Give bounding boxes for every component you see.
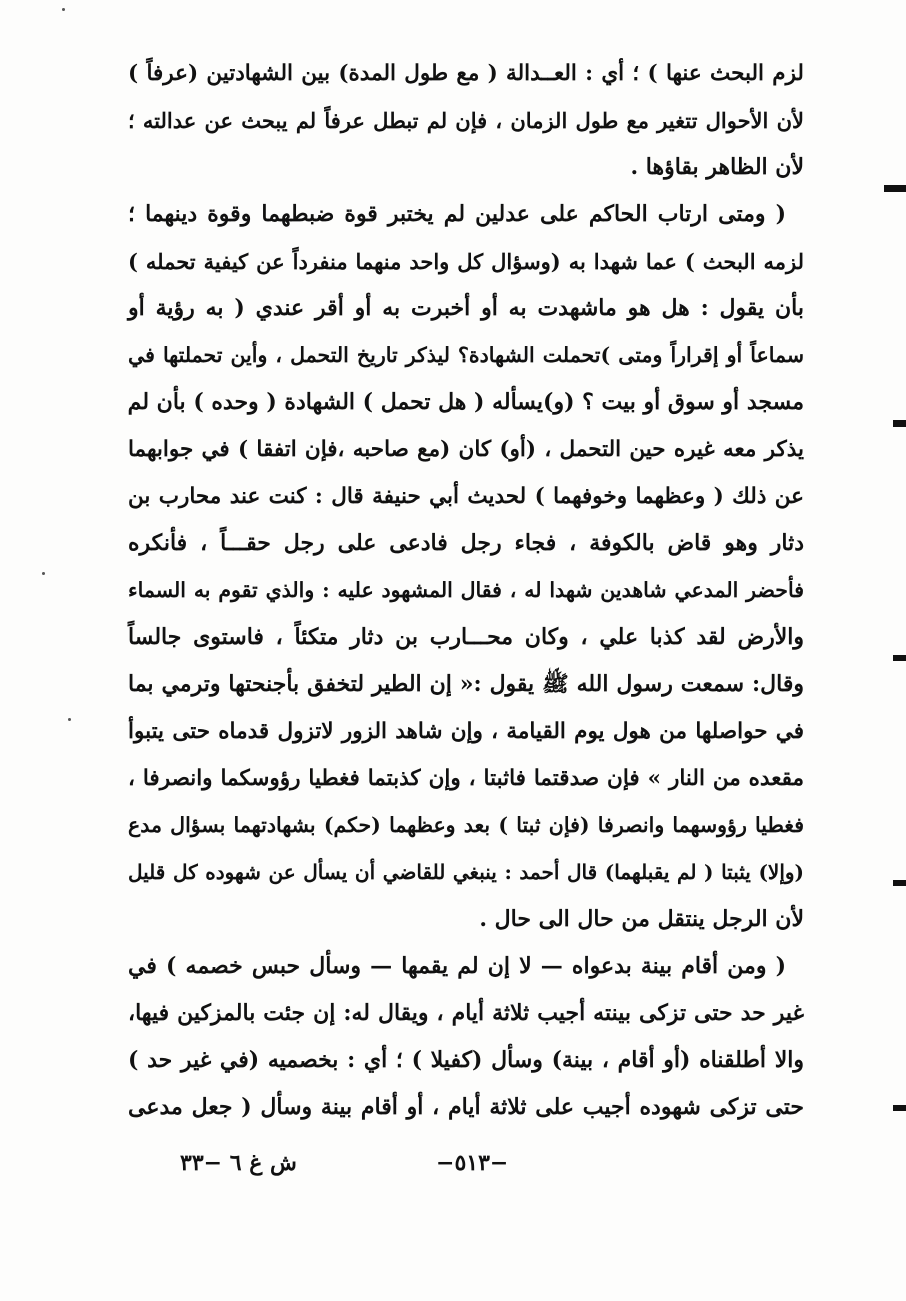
text-line: عن ذلك ( وعظهما وخوفهما ) لحديث أبي حنيفة قال : كنت عند محارب بن [128, 484, 804, 509]
page-footer [0, 1150, 906, 1180]
margin-mark [893, 880, 906, 886]
text-line: مسجد أو سوق أو بيت ؟ (و)يسأله ( هل تحمل ) الشهادة ( وحده ) بأن لم [127, 389, 804, 415]
text-line: بأن يقول : هل هو ماشهدت به أو أخبرت به أو أقر عندي ( به رؤية أو [128, 295, 804, 321]
text-line: لزمه البحث ) عما شهدا به (وسؤال كل واحد منهما منفرداً عن كيفية تحمله ) [128, 249, 804, 274]
text-line: والأرض لقد كذبا علي ، وكان محـــارب بن دثار متكئاً ، فاستوى جالساً [128, 624, 804, 650]
margin-mark [884, 185, 906, 192]
text-line: لأن الأحوال تتغير مع طول الزمان ، فإن لم تبطل عرفاً لم يبحث عن عدالته ؛ [128, 108, 804, 133]
paragraph-start-line: ( ومن أقام بينة بدعواه — لا إن لم يقمها — وسأل حبس خصمه ) في [128, 953, 786, 979]
page-number: −٥١٣− [436, 1150, 509, 1176]
text-line: في حواصلها من هول يوم القيامة ، وإن شاهد الزور لاتزول قدماه حتى يتبوأ [128, 719, 804, 744]
text-line: دثار وهو قاض بالكوفة ، فجاء رجل فادعى على رجل حقـــاً ، فأنكره [128, 530, 804, 556]
margin-mark [893, 655, 906, 661]
margin-mark [893, 1105, 906, 1111]
text-line: لزم البحث عنها ) ؛ أي : العــدالة ( مع طول المدة) بين الشهادتين (عرفاً ) [128, 61, 804, 86]
text-line: وقال: سمعت رسول الله ﷺ يقول :« إن الطير لتخفق بأجنحتها وترمي بما [128, 671, 804, 697]
text-line: غير حد حتى تزكى بينته أجيب ثلاثة أيام ، ويقال له: إن جئت بالمزكين فيها، [128, 1000, 804, 1026]
text-line: حتى تزكى شهوده أجيب على ثلاثة أيام ، أو أقام بينة وسأل ( جعل مدعى [128, 1094, 804, 1120]
margin-mark [893, 420, 906, 427]
text-line: (وإلا) يثبتا ( لم يقبلهما) قال أحمد : ينبغي للقاضي أن يسأل عن شهوده كل قليل [128, 860, 804, 884]
scan-speck [42, 572, 45, 575]
text-line: لأن الرجل ينتقل من حال الى حال . [479, 906, 804, 932]
text-line: والا أطلقناه (أو أقام ، بينة) وسأل (كفيلا ) ؛ أي : بخصميه (في غير حد ) [128, 1047, 804, 1073]
scan-speck [68, 718, 71, 721]
signature-mark: ش غ ٦ −٣٣ [180, 1150, 297, 1176]
scan-speck [62, 8, 65, 11]
text-line: مقعده من النار » فإن صدقتما فاثبتا ، وإن كذبتما فغطيا رؤوسكما وانصرفا ، [128, 766, 804, 791]
text-line: لأن الظاهر بقاؤها . [630, 154, 804, 180]
text-line: فأحضر المدعي شاهدين شهدا له ، فقال المشهود عليه : والذي تقوم به السماء [128, 578, 804, 602]
body-text [128, 50, 804, 1131]
paragraph-start-line: ( ومتى ارتاب الحاكم على عدلين لم يختبر قوة ضبطهما وقوة دينهما ؛ [128, 201, 786, 227]
text-line: سماعاً أو إقراراً ومتى )تحملت الشهادة؟ ليذكر تاريخ التحمل ، وأين تحملتها في [128, 343, 804, 367]
text-line: يذكر معه غيره حين التحمل ، (أو) كان (مع صاحبه ،فإن اتفقا ) في جوابهما [128, 437, 804, 462]
text-line: فغطيا رؤوسهما وانصرفا (فإن ثبتا ) بعد وعظهما (حكم) بشهادتهما بسؤال مدع [128, 813, 804, 837]
